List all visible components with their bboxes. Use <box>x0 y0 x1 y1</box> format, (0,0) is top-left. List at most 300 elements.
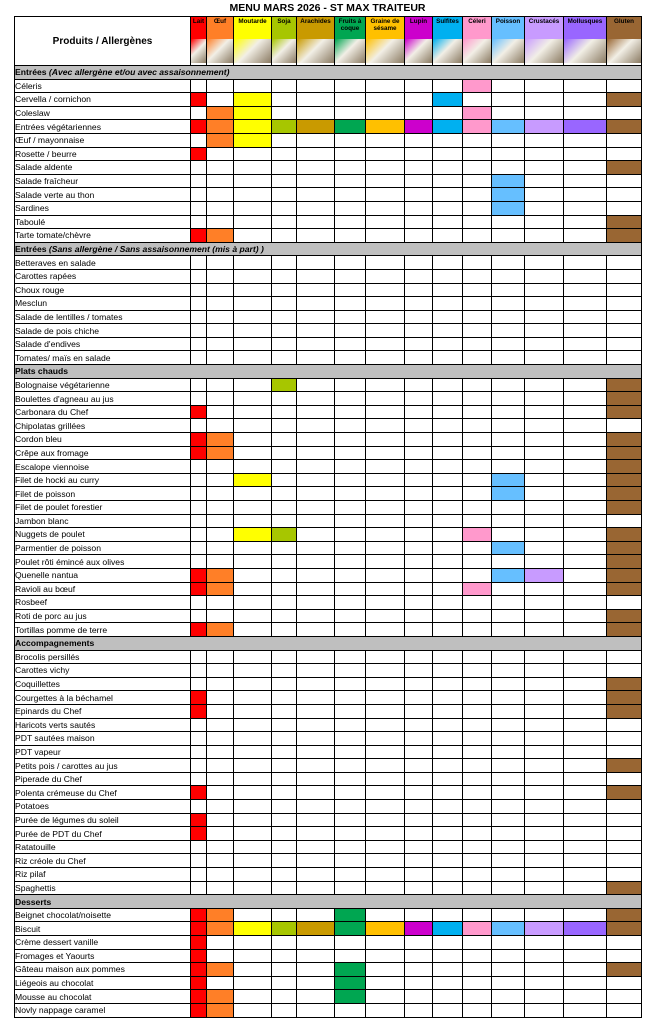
allergen-cell-sulfites <box>433 310 463 324</box>
allergen-cell-fruits <box>335 813 366 827</box>
allergen-cell-moutarde <box>234 664 272 678</box>
allergen-cell-sesame <box>366 161 405 175</box>
product-name: Brocolis persillés <box>15 650 191 664</box>
product-name: Sardines <box>15 201 191 215</box>
allergen-cell-lait <box>191 759 207 773</box>
product-name: Salade de pois chiche <box>15 324 191 338</box>
allergen-cell-mollusques <box>564 528 607 542</box>
allergen-cell-gluten <box>607 229 642 243</box>
allergen-cell-arachides <box>297 840 335 854</box>
allergen-cell-lait <box>191 868 207 882</box>
allergen-header-sulfites <box>433 17 463 66</box>
allergen-label: Arachides <box>297 17 334 39</box>
allergen-cell-crustaces <box>525 433 564 447</box>
allergen-cell-gluten <box>607 351 642 365</box>
allergen-cell-poisson <box>492 541 525 555</box>
allergen-cell-gluten <box>607 691 642 705</box>
allergen-cell-fruits <box>335 269 366 283</box>
allergen-header-moutarde <box>234 17 272 66</box>
allergen-cell-mollusques <box>564 732 607 746</box>
allergen-cell-sesame <box>366 106 405 120</box>
allergen-cell-moutarde <box>234 324 272 338</box>
allergen-cell-soja <box>272 800 297 814</box>
allergen-cell-mollusques <box>564 936 607 950</box>
allergen-cell-sesame <box>366 324 405 338</box>
allergen-cell-sulfites <box>433 93 463 107</box>
allergen-cell-sulfites <box>433 555 463 569</box>
allergen-cell-lupin <box>405 704 433 718</box>
allergen-cell-sesame <box>366 813 405 827</box>
allergen-cell-poisson <box>492 1003 525 1017</box>
allergen-cell-mollusques <box>564 133 607 147</box>
allergen-cell-celeri <box>463 922 492 936</box>
allergen-cell-soja <box>272 351 297 365</box>
allergen-cell-sulfites <box>433 215 463 229</box>
allergen-cell-fruits <box>335 936 366 950</box>
crustaces-photo-icon <box>525 39 563 63</box>
allergen-cell-moutarde <box>234 120 272 134</box>
allergen-cell-mollusques <box>564 718 607 732</box>
allergen-cell-sulfites <box>433 990 463 1004</box>
allergen-cell-poisson <box>492 351 525 365</box>
allergen-cell-mollusques <box>564 473 607 487</box>
allergen-cell-lupin <box>405 229 433 243</box>
allergen-cell-sesame <box>366 772 405 786</box>
allergen-cell-gluten <box>607 188 642 202</box>
allergen-cell-gluten <box>607 963 642 977</box>
allergen-cell-lupin <box>405 936 433 950</box>
allergen-cell-poisson <box>492 840 525 854</box>
allergen-cell-sesame <box>366 704 405 718</box>
product-name: Rosbeef <box>15 596 191 610</box>
table-row <box>15 337 642 351</box>
allergen-cell-gluten <box>607 990 642 1004</box>
allergen-cell-arachides <box>297 759 335 773</box>
table-row <box>15 501 642 515</box>
table-row <box>15 732 642 746</box>
allergen-cell-lupin <box>405 351 433 365</box>
allergen-cell-mollusques <box>564 582 607 596</box>
allergen-cell-celeri <box>463 1003 492 1017</box>
allergen-cell-lupin <box>405 650 433 664</box>
allergen-cell-moutarde <box>234 745 272 759</box>
allergen-cell-sulfites <box>433 922 463 936</box>
allergen-cell-oeuf <box>207 908 234 922</box>
allergen-cell-moutarde <box>234 1003 272 1017</box>
allergen-cell-sesame <box>366 215 405 229</box>
allergen-cell-crustaces <box>525 446 564 460</box>
allergen-cell-oeuf <box>207 392 234 406</box>
allergen-cell-lait <box>191 351 207 365</box>
allergen-cell-poisson <box>492 405 525 419</box>
allergen-cell-oeuf <box>207 596 234 610</box>
allergen-cell-crustaces <box>525 623 564 637</box>
allergen-cell-fruits <box>335 555 366 569</box>
table-body <box>15 66 642 1018</box>
allergen-cell-lupin <box>405 691 433 705</box>
allergen-cell-lait <box>191 555 207 569</box>
allergen-cell-celeri <box>463 541 492 555</box>
allergen-cell-sesame <box>366 677 405 691</box>
product-name: Quenelle nantua <box>15 568 191 582</box>
allergen-cell-poisson <box>492 650 525 664</box>
allergen-cell-arachides <box>297 79 335 93</box>
allergen-cell-celeri <box>463 324 492 338</box>
allergen-cell-poisson <box>492 93 525 107</box>
allergen-cell-sesame <box>366 868 405 882</box>
allergen-cell-fruits <box>335 378 366 392</box>
allergen-cell-soja <box>272 963 297 977</box>
allergen-cell-fruits <box>335 868 366 882</box>
allergen-cell-fruits <box>335 392 366 406</box>
allergen-cell-celeri <box>463 256 492 270</box>
allergen-cell-moutarde <box>234 623 272 637</box>
allergen-cell-fruits <box>335 976 366 990</box>
allergen-cell-mollusques <box>564 378 607 392</box>
allergen-cell-lupin <box>405 528 433 542</box>
allergen-cell-soja <box>272 133 297 147</box>
allergen-cell-gluten <box>607 868 642 882</box>
allergen-cell-oeuf <box>207 188 234 202</box>
allergen-cell-lait <box>191 541 207 555</box>
allergen-cell-mollusques <box>564 351 607 365</box>
allergen-cell-arachides <box>297 868 335 882</box>
allergen-cell-crustaces <box>525 310 564 324</box>
allergen-cell-moutarde <box>234 568 272 582</box>
allergen-cell-crustaces <box>525 854 564 868</box>
allergen-cell-gluten <box>607 297 642 311</box>
allergen-cell-lait <box>191 732 207 746</box>
product-name: Roti de porc au jus <box>15 609 191 623</box>
allergen-cell-gluten <box>607 800 642 814</box>
allergen-cell-lupin <box>405 487 433 501</box>
allergen-cell-crustaces <box>525 161 564 175</box>
allergen-cell-fruits <box>335 854 366 868</box>
allergen-cell-celeri <box>463 868 492 882</box>
allergen-cell-moutarde <box>234 786 272 800</box>
table-row <box>15 990 642 1004</box>
allergen-cell-poisson <box>492 922 525 936</box>
allergen-cell-soja <box>272 283 297 297</box>
allergen-cell-gluten <box>607 269 642 283</box>
allergen-cell-crustaces <box>525 229 564 243</box>
allergen-cell-crustaces <box>525 908 564 922</box>
allergen-cell-crustaces <box>525 473 564 487</box>
product-name: Salade de lentilles / tomates <box>15 310 191 324</box>
allergen-cell-poisson <box>492 133 525 147</box>
allergen-cell-crustaces <box>525 813 564 827</box>
allergen-cell-moutarde <box>234 609 272 623</box>
allergen-cell-sesame <box>366 283 405 297</box>
allergen-cell-poisson <box>492 568 525 582</box>
allergen-cell-arachides <box>297 786 335 800</box>
allergen-cell-gluten <box>607 161 642 175</box>
product-name: Filet de hocki au curry <box>15 473 191 487</box>
allergen-cell-lait <box>191 337 207 351</box>
allergen-cell-moutarde <box>234 514 272 528</box>
allergen-cell-soja <box>272 433 297 447</box>
allergen-cell-mollusques <box>564 664 607 678</box>
allergen-cell-mollusques <box>564 704 607 718</box>
allergen-cell-lait <box>191 840 207 854</box>
allergen-cell-oeuf <box>207 609 234 623</box>
allergen-cell-mollusques <box>564 161 607 175</box>
allergen-cell-crustaces <box>525 840 564 854</box>
allergen-cell-lait <box>191 800 207 814</box>
allergen-cell-mollusques <box>564 908 607 922</box>
allergen-cell-moutarde <box>234 79 272 93</box>
allergen-cell-sesame <box>366 786 405 800</box>
allergen-cell-moutarde <box>234 188 272 202</box>
allergen-cell-lupin <box>405 337 433 351</box>
allergen-cell-mollusques <box>564 514 607 528</box>
allergen-cell-soja <box>272 908 297 922</box>
allergen-cell-fruits <box>335 772 366 786</box>
allergen-cell-celeri <box>463 378 492 392</box>
allergen-cell-arachides <box>297 609 335 623</box>
allergen-cell-poisson <box>492 868 525 882</box>
allergen-cell-sesame <box>366 623 405 637</box>
allergen-cell-poisson <box>492 419 525 433</box>
allergen-cell-sulfites <box>433 501 463 515</box>
product-name: Carottes vichy <box>15 664 191 678</box>
allergen-cell-fruits <box>335 664 366 678</box>
allergen-cell-oeuf <box>207 269 234 283</box>
allergen-cell-gluten <box>607 949 642 963</box>
allergen-cell-arachides <box>297 555 335 569</box>
allergen-cell-soja <box>272 297 297 311</box>
allergen-cell-oeuf <box>207 813 234 827</box>
table-row <box>15 609 642 623</box>
allergen-cell-arachides <box>297 324 335 338</box>
allergen-cell-gluten <box>607 772 642 786</box>
allergen-cell-moutarde <box>234 868 272 882</box>
allergen-cell-sulfites <box>433 446 463 460</box>
table-row <box>15 827 642 841</box>
allergen-cell-moutarde <box>234 963 272 977</box>
product-name: Spaghettis <box>15 881 191 895</box>
allergen-cell-celeri <box>463 691 492 705</box>
allergen-cell-mollusques <box>564 188 607 202</box>
allergen-cell-lupin <box>405 1003 433 1017</box>
allergen-cell-soja <box>272 596 297 610</box>
allergen-cell-celeri <box>463 215 492 229</box>
allergen-cell-arachides <box>297 514 335 528</box>
product-name: Haricots verts sautés <box>15 718 191 732</box>
lupin-photo-icon <box>405 39 432 63</box>
allergen-cell-crustaces <box>525 772 564 786</box>
allergen-cell-arachides <box>297 188 335 202</box>
allergen-cell-arachides <box>297 256 335 270</box>
allergen-cell-soja <box>272 514 297 528</box>
table-row <box>15 623 642 637</box>
allergen-cell-gluten <box>607 501 642 515</box>
allergen-header-mollusques <box>564 17 607 66</box>
allergen-cell-soja <box>272 528 297 542</box>
allergen-header-celeri <box>463 17 492 66</box>
allergen-cell-lait <box>191 922 207 936</box>
product-name: Carottes rapées <box>15 269 191 283</box>
product-name: Coleslaw <box>15 106 191 120</box>
allergen-cell-fruits <box>335 691 366 705</box>
section-header <box>15 66 642 80</box>
allergen-cell-lupin <box>405 963 433 977</box>
allergen-cell-sulfites <box>433 732 463 746</box>
allergen-cell-mollusques <box>564 976 607 990</box>
allergen-cell-lupin <box>405 854 433 868</box>
allergen-cell-arachides <box>297 922 335 936</box>
allergen-cell-sesame <box>366 759 405 773</box>
allergen-cell-gluten <box>607 433 642 447</box>
allergen-cell-lait <box>191 93 207 107</box>
allergen-cell-lait <box>191 501 207 515</box>
allergen-cell-lupin <box>405 840 433 854</box>
allergen-cell-soja <box>272 976 297 990</box>
allergen-cell-gluten <box>607 392 642 406</box>
allergen-cell-celeri <box>463 568 492 582</box>
allergen-cell-soja <box>272 759 297 773</box>
allergen-cell-crustaces <box>525 963 564 977</box>
allergen-cell-fruits <box>335 582 366 596</box>
allergen-cell-celeri <box>463 106 492 120</box>
allergen-cell-poisson <box>492 378 525 392</box>
table-row <box>15 881 642 895</box>
allergen-cell-oeuf <box>207 133 234 147</box>
allergen-cell-oeuf <box>207 990 234 1004</box>
allergen-cell-sesame <box>366 133 405 147</box>
allergen-cell-lait <box>191 772 207 786</box>
allergen-cell-moutarde <box>234 813 272 827</box>
allergen-cell-gluten <box>607 840 642 854</box>
allergen-cell-mollusques <box>564 487 607 501</box>
allergen-cell-gluten <box>607 908 642 922</box>
allergen-label: Graine de sésame <box>366 17 404 39</box>
allergen-cell-fruits <box>335 949 366 963</box>
allergen-cell-celeri <box>463 718 492 732</box>
allergen-cell-moutarde <box>234 922 272 936</box>
allergen-cell-oeuf <box>207 201 234 215</box>
allergen-cell-lait <box>191 691 207 705</box>
table-row <box>15 718 642 732</box>
allergen-cell-gluten <box>607 147 642 161</box>
allergen-cell-arachides <box>297 963 335 977</box>
allergen-cell-lupin <box>405 433 433 447</box>
allergen-cell-poisson <box>492 732 525 746</box>
allergen-cell-sulfites <box>433 813 463 827</box>
allergen-cell-lupin <box>405 79 433 93</box>
allergen-cell-poisson <box>492 79 525 93</box>
allergen-cell-lait <box>191 854 207 868</box>
table-row <box>15 813 642 827</box>
allergen-cell-sulfites <box>433 677 463 691</box>
allergen-cell-arachides <box>297 174 335 188</box>
table-row <box>15 229 642 243</box>
section-header <box>15 365 642 379</box>
allergen-cell-gluten <box>607 106 642 120</box>
allergen-cell-poisson <box>492 215 525 229</box>
allergen-cell-poisson <box>492 487 525 501</box>
allergen-cell-sesame <box>366 201 405 215</box>
allergen-cell-gluten <box>607 256 642 270</box>
allergen-cell-poisson <box>492 555 525 569</box>
allergen-cell-soja <box>272 786 297 800</box>
allergen-cell-crustaces <box>525 936 564 950</box>
allergen-cell-soja <box>272 718 297 732</box>
allergen-cell-soja <box>272 269 297 283</box>
allergen-cell-soja <box>272 487 297 501</box>
allergen-cell-sesame <box>366 93 405 107</box>
product-name: Beignet chocolat/noisette <box>15 908 191 922</box>
section-header <box>15 636 642 650</box>
allergen-cell-soja <box>272 609 297 623</box>
allergen-cell-fruits <box>335 827 366 841</box>
allergen-cell-mollusques <box>564 392 607 406</box>
allergen-cell-fruits <box>335 487 366 501</box>
allergen-cell-lait <box>191 378 207 392</box>
allergen-cell-lupin <box>405 623 433 637</box>
product-name: Salade fraîcheur <box>15 174 191 188</box>
allergen-cell-celeri <box>463 310 492 324</box>
allergen-cell-lupin <box>405 813 433 827</box>
allergen-cell-mollusques <box>564 229 607 243</box>
allergen-cell-mollusques <box>564 813 607 827</box>
allergen-cell-sulfites <box>433 297 463 311</box>
allergen-cell-lupin <box>405 310 433 324</box>
oeuf-photo-icon <box>207 39 233 63</box>
allergen-cell-soja <box>272 446 297 460</box>
allergen-cell-oeuf <box>207 283 234 297</box>
allergen-header-sesame <box>366 17 405 66</box>
allergen-label: Crustacés <box>525 17 563 39</box>
table-row <box>15 840 642 854</box>
allergen-cell-moutarde <box>234 691 272 705</box>
allergen-cell-arachides <box>297 1003 335 1017</box>
product-name: Tomates/ maïs en salade <box>15 351 191 365</box>
allergen-cell-arachides <box>297 487 335 501</box>
allergen-cell-sesame <box>366 297 405 311</box>
table-row <box>15 269 642 283</box>
allergen-cell-sesame <box>366 609 405 623</box>
allergen-cell-oeuf <box>207 473 234 487</box>
allergen-cell-fruits <box>335 256 366 270</box>
soja-photo-icon <box>272 39 296 63</box>
allergen-cell-fruits <box>335 501 366 515</box>
allergen-cell-poisson <box>492 310 525 324</box>
allergen-cell-mollusques <box>564 990 607 1004</box>
allergen-cell-sesame <box>366 351 405 365</box>
header-row <box>15 17 642 66</box>
allergen-cell-arachides <box>297 433 335 447</box>
allergen-cell-mollusques <box>564 800 607 814</box>
allergen-cell-mollusques <box>564 79 607 93</box>
allergen-cell-lait <box>191 596 207 610</box>
allergen-cell-celeri <box>463 133 492 147</box>
allergen-cell-celeri <box>463 650 492 664</box>
product-name: Nuggets de poulet <box>15 528 191 542</box>
allergen-cell-mollusques <box>564 827 607 841</box>
allergen-cell-oeuf <box>207 487 234 501</box>
allergen-cell-fruits <box>335 446 366 460</box>
allergen-cell-crustaces <box>525 541 564 555</box>
allergen-cell-fruits <box>335 800 366 814</box>
allergen-cell-arachides <box>297 881 335 895</box>
allergen-cell-soja <box>272 79 297 93</box>
allergen-cell-sulfites <box>433 337 463 351</box>
allergen-cell-poisson <box>492 609 525 623</box>
product-name: Purée de légumes du soleil <box>15 813 191 827</box>
product-name: PDT vapeur <box>15 745 191 759</box>
allergen-table <box>14 16 642 1018</box>
